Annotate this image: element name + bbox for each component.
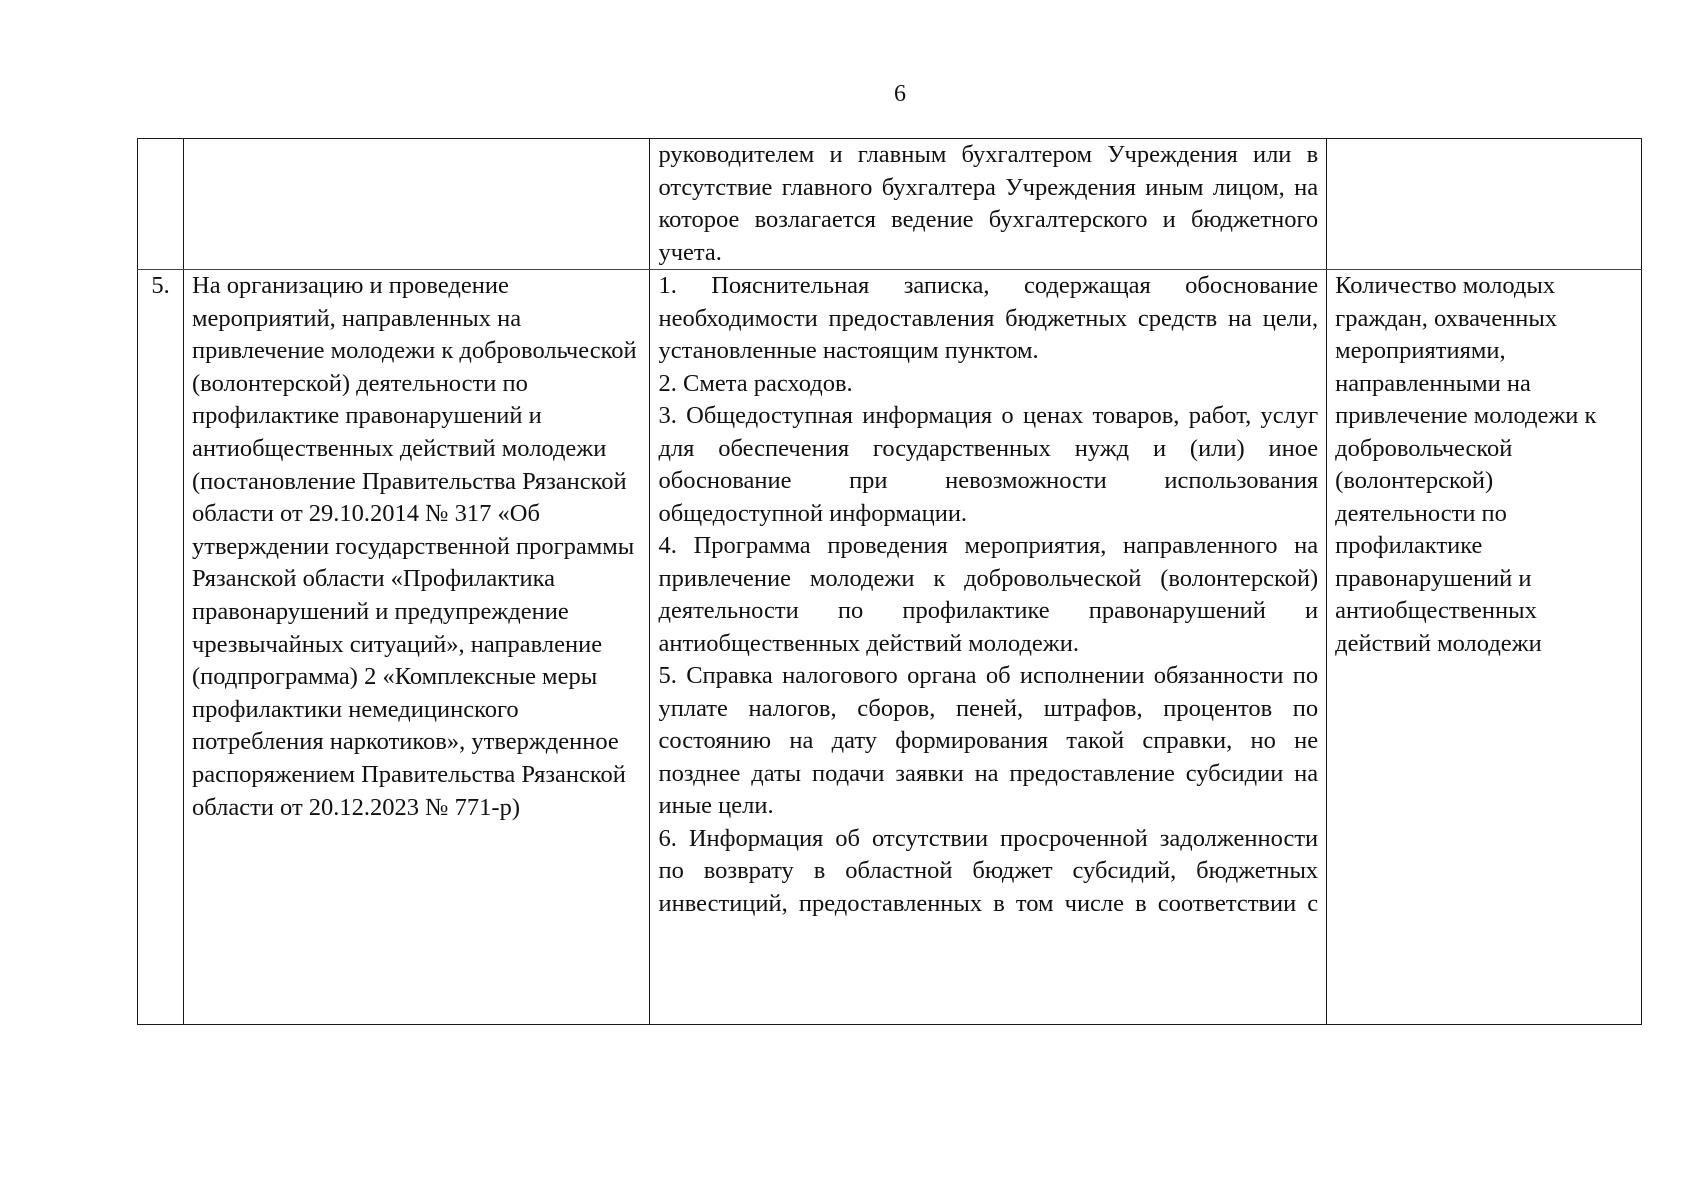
row-name-cell: На организацию и проведение мероприятий, направленных на привлечение молодежи к добровольческой (волонтерской) деятельности по профилактике правонарушений и антиобщественных действий молодежи (постановление Правительства Рязанской области от 29.10.2014 № 317 «Об утверждении государственной программы Рязанской области «Профилактика правонарушений и предупреждение чрезвычайных ситуаций», направление (подпрограмма) 2 «Комплексные меры профилактики немедицинского потребления наркотиков», утвержденное распоряжением Правительства Рязанской области от 20.12.2023 № 771-р) (184, 270, 650, 1025)
page-number: 6 (894, 81, 906, 107)
document-item-1: 1. Пояснительная записка, содержащая обоснование необходимости предоставления бюджетных средств на цели, установленные настоящим пунктом. (658, 272, 1319, 364)
table-row-continued (138, 139, 1642, 270)
document-table (137, 138, 1642, 1025)
row-number-cell (138, 139, 184, 270)
document-item-2: 2. Смета расходов. (658, 369, 853, 397)
row-name-cell (184, 139, 650, 270)
document-item-4: 4. Программа проведения мероприятия, направленного на привлечение молодежи к добровольческой (волонтерской) деятельности по профилактике правонарушений и антиобщественных действий молодежи. (658, 532, 1319, 657)
document-item-5: 5. Справка налогового органа об исполнении обязанности по уплате налогов, сборов, пеней, штрафов, процентов по состоянию на дату формирования такой справки, но не позднее даты подачи заявки на предоставление субсидии на иные цели. (658, 662, 1319, 819)
row-documents-cell: руководителем и главным бухгалтером Учреждения или в отсутствие главного бухгалтера Учреждения иным лицом, на которое возлагается ведение бухгалтерского и бюджетного учета. (650, 139, 1327, 270)
table-row-5 (138, 270, 1642, 1025)
document-item-6: 6. Информация об отсутствии просроченной задолженности по возврату в областной бюджет субсидий, бюджетных инвестиций, предоставленных в том числе в соответствии с (658, 824, 1319, 917)
row-indicator-cell (1327, 139, 1642, 270)
row-indicator-cell: Количество молодых граждан, охваченных мероприятиями, направленными на привлечение молодежи к добровольческой (волонтерской) деятельности по профилактике правонарушений и антиобщественных действий молодежи (1327, 270, 1642, 1025)
document-item-3: 3. Общедоступная информация о ценах товаров, работ, услуг для обеспечения государственных нужд и (или) иное обоснование при невозможности использования общедоступной информации. (658, 402, 1319, 527)
row-number-cell: 5. (138, 270, 184, 1025)
row-documents-cell (650, 270, 1327, 1025)
